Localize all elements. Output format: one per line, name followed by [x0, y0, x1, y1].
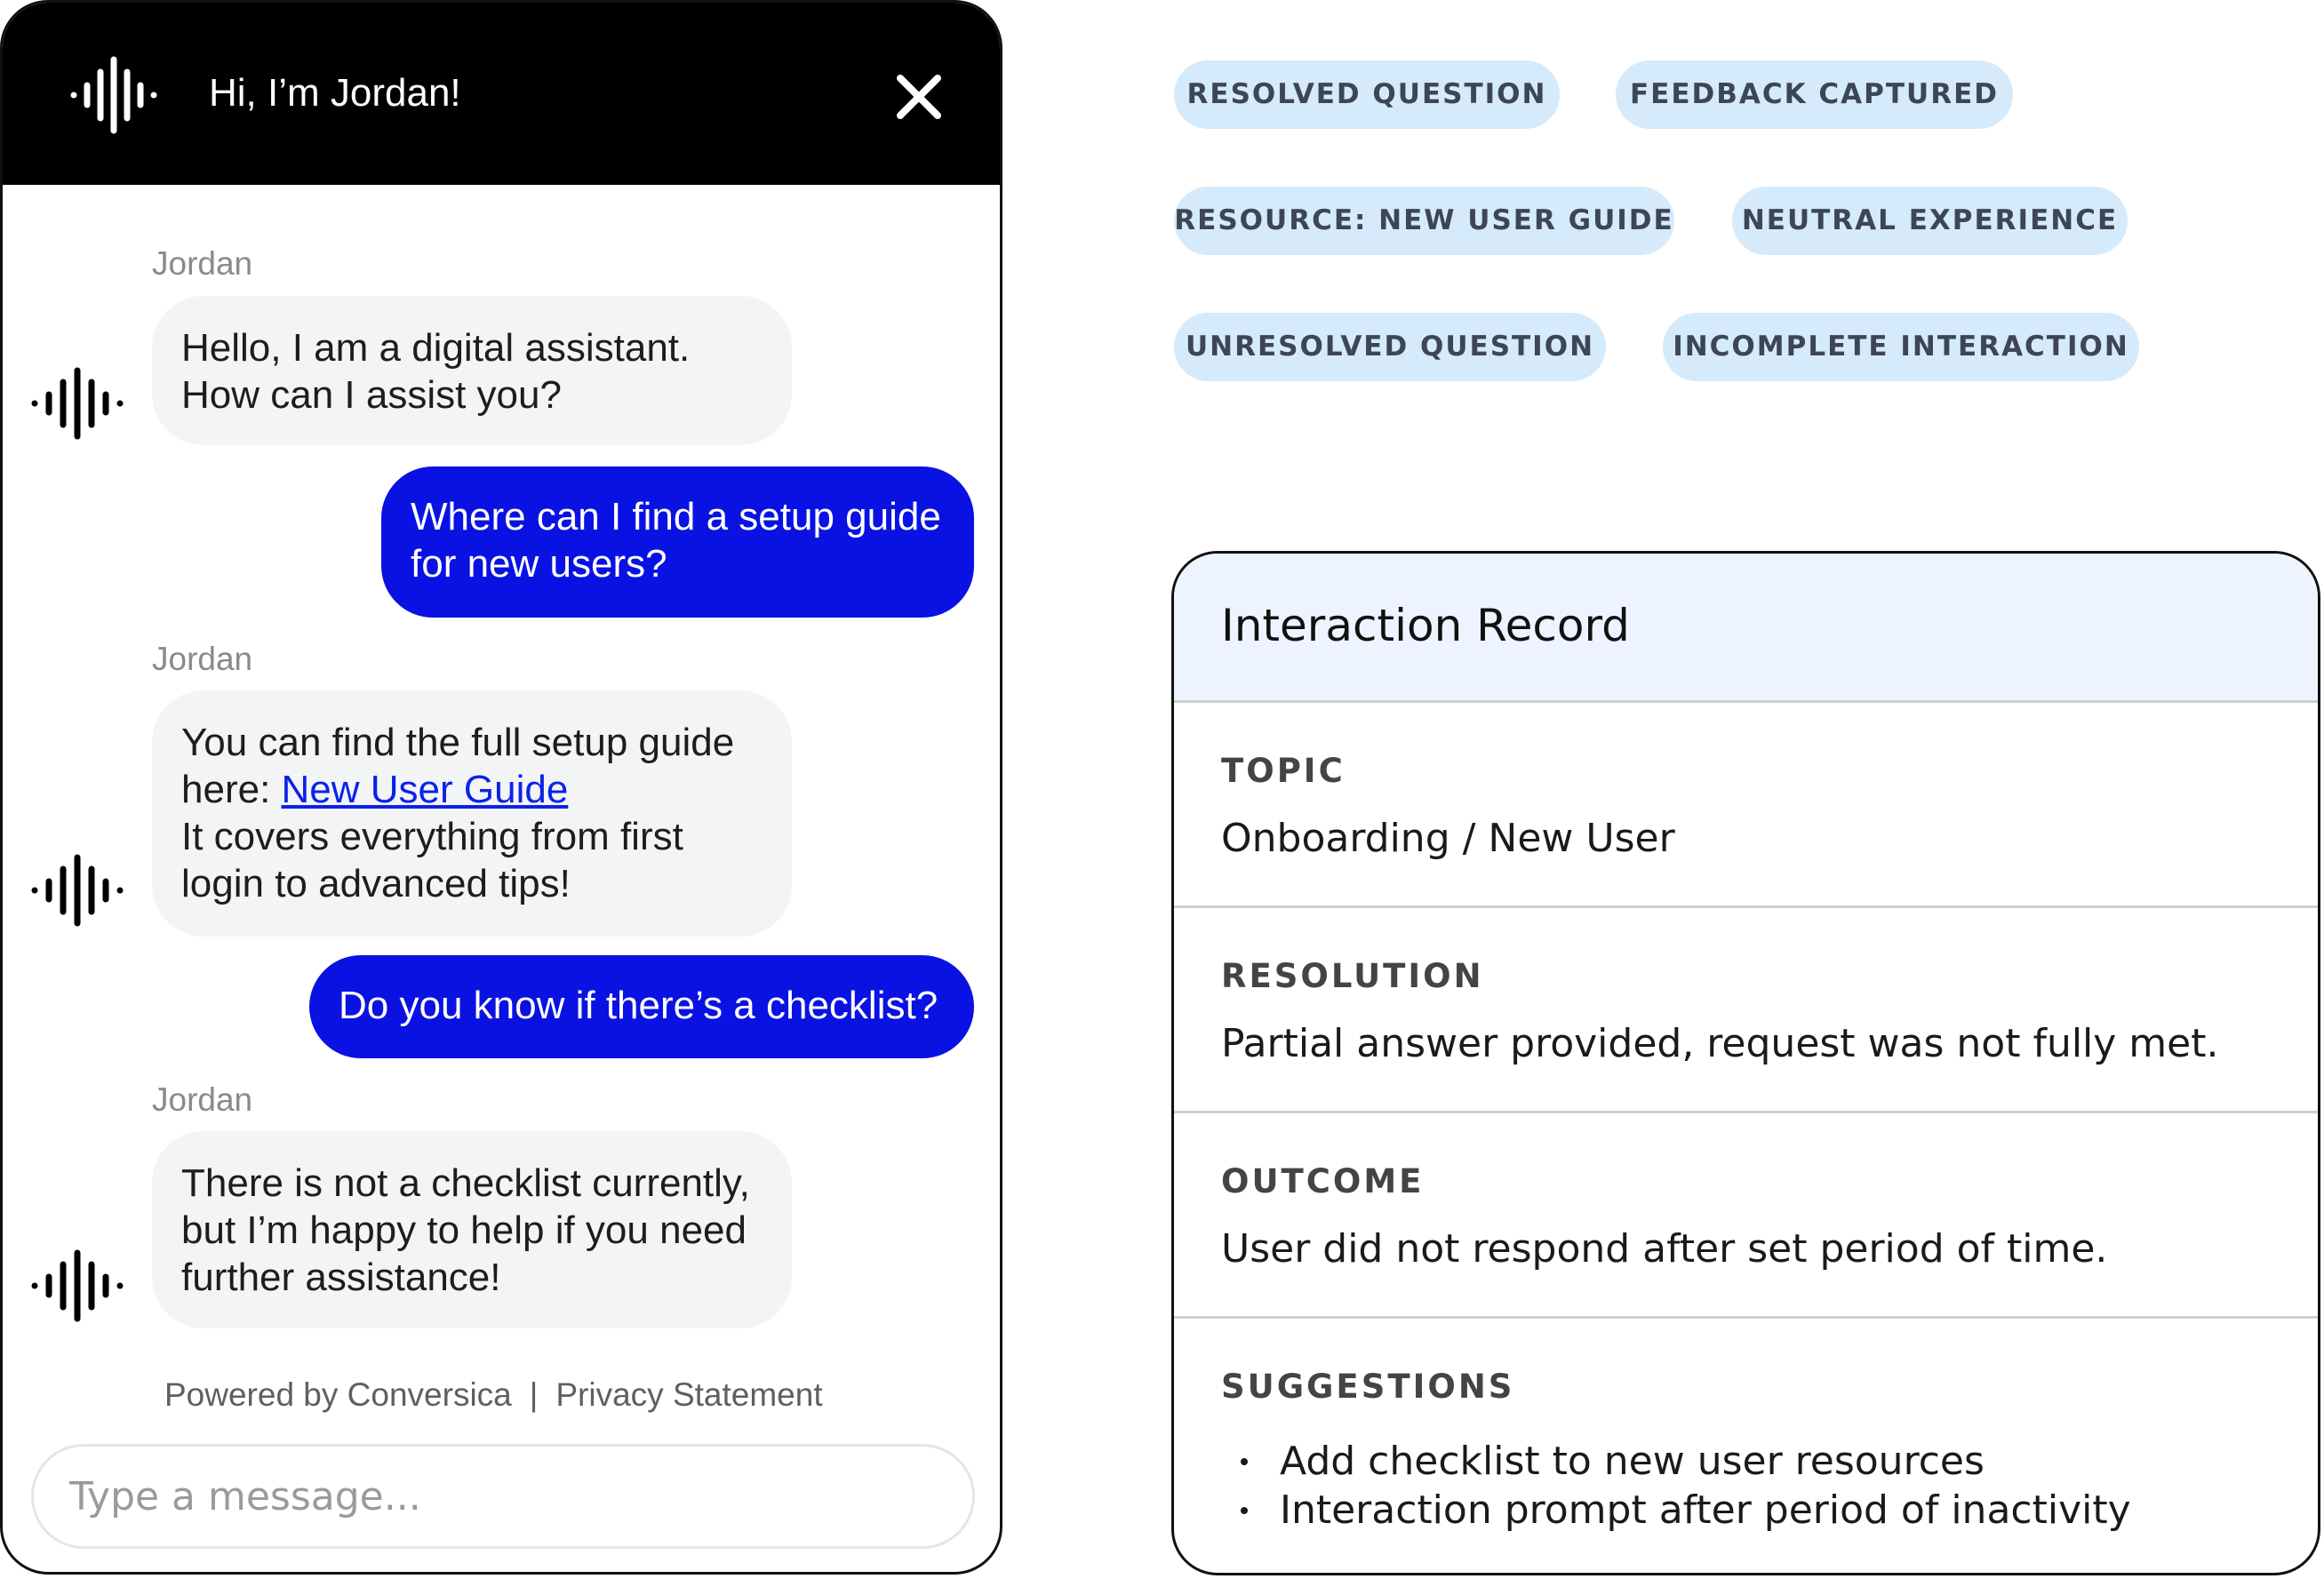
sender-name: Jordan	[152, 1081, 253, 1118]
message-line: Do you know if there’s a checklist?	[339, 984, 938, 1027]
record-title: Interaction Record	[1221, 600, 1630, 651]
tag-unresolved-question[interactable]: UNRESOLVED QUESTION	[1174, 313, 1606, 381]
outcome-value: User did not respond after set period of time.	[1221, 1226, 2108, 1272]
soundwave-icon	[29, 367, 125, 440]
bot-message	[152, 1131, 792, 1328]
bullet-icon	[1241, 1458, 1248, 1465]
message-line: but I’m happy to help if you need	[181, 1208, 747, 1252]
suggestions-label: SUGGESTIONS	[1221, 1368, 1515, 1406]
suggestions-section	[1174, 1319, 2318, 1575]
message-input[interactable]	[31, 1444, 975, 1549]
close-icon[interactable]	[891, 69, 946, 124]
soundwave-icon	[29, 1249, 125, 1322]
message-line: There is not a checklist currently,	[181, 1161, 750, 1205]
soundwave-icon	[67, 56, 166, 134]
user-message	[309, 955, 974, 1058]
message-line	[181, 766, 763, 813]
outcome-section	[1174, 1113, 2318, 1319]
privacy-statement-link[interactable]: Privacy Statement	[555, 1376, 823, 1413]
message-line: It covers everything from first	[181, 815, 683, 858]
message-line: You can find the full setup guide	[181, 721, 735, 764]
user-message	[381, 467, 974, 618]
resolution-label: RESOLUTION	[1221, 957, 1484, 995]
message-line: Hello, I am a digital assistant.	[181, 326, 691, 370]
suggestions-list	[1221, 1437, 2131, 1535]
outcome-label: OUTCOME	[1221, 1162, 1425, 1200]
chat-footer	[164, 1373, 823, 1417]
new-user-guide-link[interactable]: New User Guide	[281, 768, 569, 811]
resolution-value: Partial answer provided, request was not fully met.	[1221, 1021, 2219, 1066]
chat-header-title: Hi, I’m Jordan!	[209, 71, 461, 115]
suggestion-text: Add checklist to new user resources	[1280, 1439, 1985, 1484]
message-line: for new users?	[411, 542, 667, 586]
bot-message	[152, 296, 792, 445]
suggestion-item	[1221, 1486, 2131, 1535]
tag-resolved-question[interactable]: RESOLVED QUESTION	[1174, 60, 1560, 129]
chat-header	[3, 3, 1000, 185]
bullet-icon	[1241, 1507, 1248, 1514]
soundwave-icon	[29, 854, 125, 927]
tag-neutral-experience[interactable]: NEUTRAL EXPERIENCE	[1732, 187, 2128, 255]
message-line: How can I assist you?	[181, 373, 562, 417]
topic-value: Onboarding / New User	[1221, 816, 1675, 861]
tag-incomplete-interaction[interactable]: INCOMPLETE INTERACTION	[1663, 313, 2139, 381]
topic-section	[1174, 703, 2318, 908]
bot-message	[152, 690, 792, 937]
chat-widget	[0, 0, 1002, 1575]
powered-by-text: Powered by Conversica	[164, 1376, 512, 1413]
message-line: Where can I find a setup guide	[411, 495, 941, 538]
resolution-section	[1174, 908, 2318, 1113]
sender-name: Jordan	[152, 641, 253, 677]
message-line: login to advanced tips!	[181, 862, 571, 905]
tag-feedback-captured[interactable]: FEEDBACK CAPTURED	[1616, 60, 2013, 129]
sender-name: Jordan	[152, 245, 253, 282]
message-line: further assistance!	[181, 1256, 501, 1299]
suggestion-item	[1221, 1437, 2131, 1486]
tag-resource-new-user-guide[interactable]: RESOURCE: NEW USER GUIDE	[1174, 187, 1674, 255]
topic-label: TOPIC	[1221, 752, 1346, 790]
suggestion-text: Interaction prompt after period of inactivity	[1280, 1487, 2131, 1533]
link-prefix: here:	[181, 768, 282, 811]
record-header	[1174, 554, 2318, 703]
footer-separator: |	[529, 1376, 539, 1413]
interaction-record-card	[1171, 551, 2320, 1575]
